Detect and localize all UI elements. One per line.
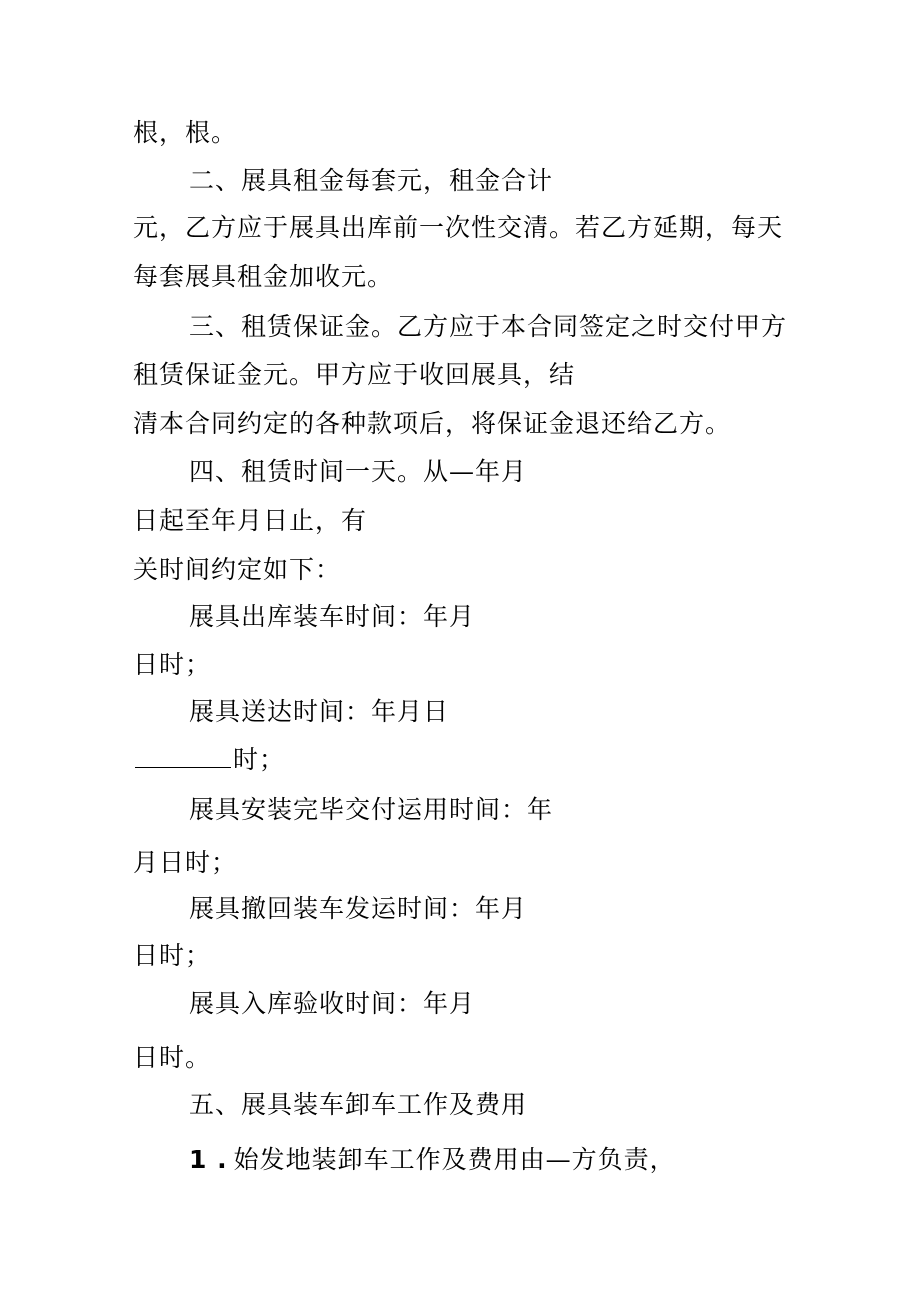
text-line-14-text: 时； (233, 745, 286, 774)
text-line-22-text: 始发地装卸车工作及费用由—方负责， (233, 1145, 676, 1174)
fill-blank (135, 745, 231, 768)
text-line-13: 展具送达时间：年月日 (189, 697, 450, 726)
item-number: 1 . (189, 1145, 228, 1174)
text-line-20: 日时。 (133, 1043, 212, 1072)
text-line-14 (133, 745, 285, 775)
text-line-15: 展具安装完毕交付运用时间：年 (189, 795, 554, 824)
text-line-17: 展具撤回装车发运时间：年月 (189, 894, 528, 923)
text-line-3: 元，乙方应于展具出库前一次性交清。若乙方延期，每天 (133, 213, 784, 242)
text-line-18: 日时； (133, 941, 212, 970)
text-line-6: 租赁保证金元。甲方应于收回展具，结 (133, 360, 576, 389)
text-line-21: 五、展具装车卸车工作及费用 (189, 1090, 528, 1119)
text-line-7: 清本合同约定的各种款项后，将保证金退还给乙方。 (133, 409, 732, 438)
text-line-8: 四、租赁时间一天。从—年月 (189, 457, 528, 486)
text-line-10: 关时间约定如下： (133, 555, 342, 584)
text-line-16: 月日时； (133, 848, 238, 877)
text-line-9: 日起至年月日止，有 (133, 506, 368, 535)
text-line-11: 展具出库装车时间：年月 (189, 602, 476, 631)
text-line-1: 根，根。 (133, 118, 238, 147)
text-line-22 (189, 1145, 676, 1175)
text-line-19: 展具入库验收时间：年月 (189, 989, 476, 1018)
text-line-5: 三、租赁保证金。乙方应于本合同签定之时交付甲方 (189, 312, 788, 341)
text-line-12: 日时； (133, 650, 212, 679)
text-line-2: 二、展具租金每套元，租金合计 (189, 166, 554, 195)
text-line-4: 每套展具租金加收元。 (133, 262, 394, 291)
